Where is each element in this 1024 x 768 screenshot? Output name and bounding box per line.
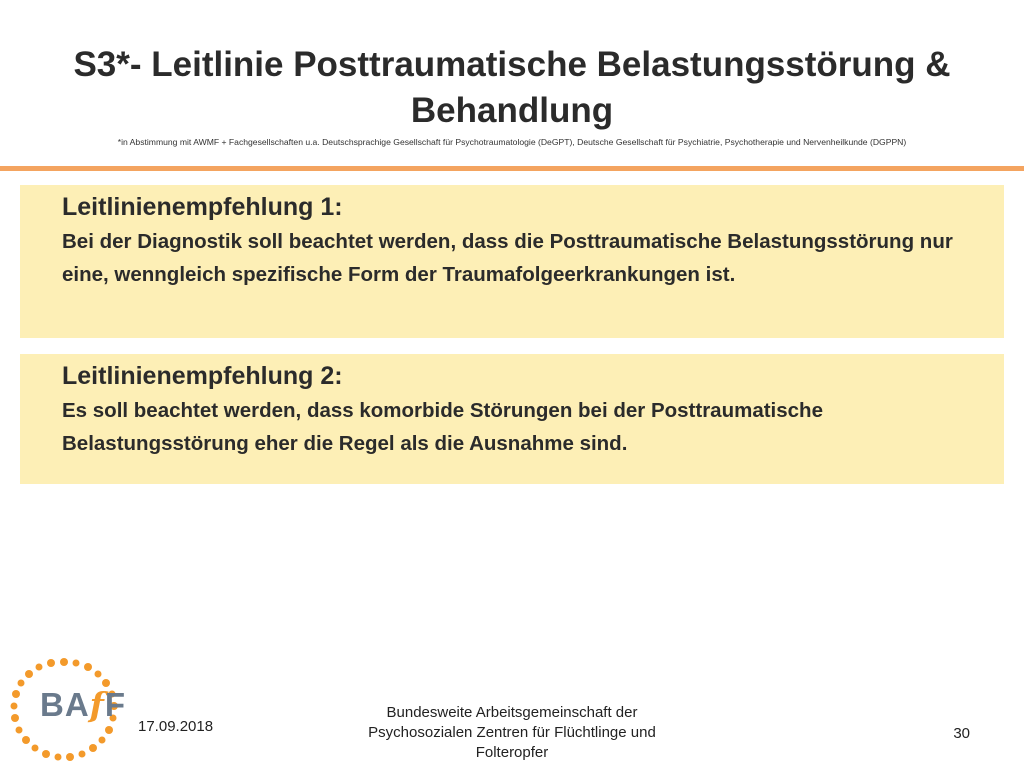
recommendation-box-1 <box>20 185 1004 338</box>
slide-subnote: *in Abstimmung mit AWMF + Fachgesellschaften u.a. Deutschsprachige Gesellschaft für Psychotraumatologie (DeGPT), Deutsche Gesellschaft für Psychiatrie, Psychotherapie und Nervenheilkunde (DGPPN) <box>117 137 907 147</box>
accent-rule <box>0 166 1024 171</box>
footer-organization: Bundesweite Arbeitsgemeinschaft der Psychosozialen Zentren für Flüchtlinge und Folteropfer <box>368 704 656 761</box>
footer-page-number: 30 <box>953 725 970 742</box>
recommendation-heading-2: Leitlinienempfehlung 2: <box>62 362 343 390</box>
logo-text-left: BA <box>40 686 90 723</box>
logo-text-right: F <box>104 686 127 723</box>
logo-text-f: f <box>89 685 105 724</box>
recommendation-box-2 <box>20 354 1004 484</box>
baff-logo-text <box>40 685 126 724</box>
recommendation-heading-1: Leitlinienempfehlung 1: <box>62 193 343 221</box>
recommendation-text-1: Bei der Diagnostik soll beachtet werden, dass die Posttraumatische Belastungsstörung nur eine, wenngleich spezifische Form der Traumafolgeerkrankungen ist. <box>62 230 953 286</box>
footer-date: 17.09.2018 <box>138 718 214 735</box>
recommendation-text-2: Es soll beachtet werden, dass komorbide Störungen bei der Posttraumatische Belastungsstörung eher die Regel als die Ausnahme sind. <box>62 399 823 455</box>
slide-title: S3*- Leitlinie Posttraumatische Belastungsstörung & Behandlung <box>73 45 951 130</box>
